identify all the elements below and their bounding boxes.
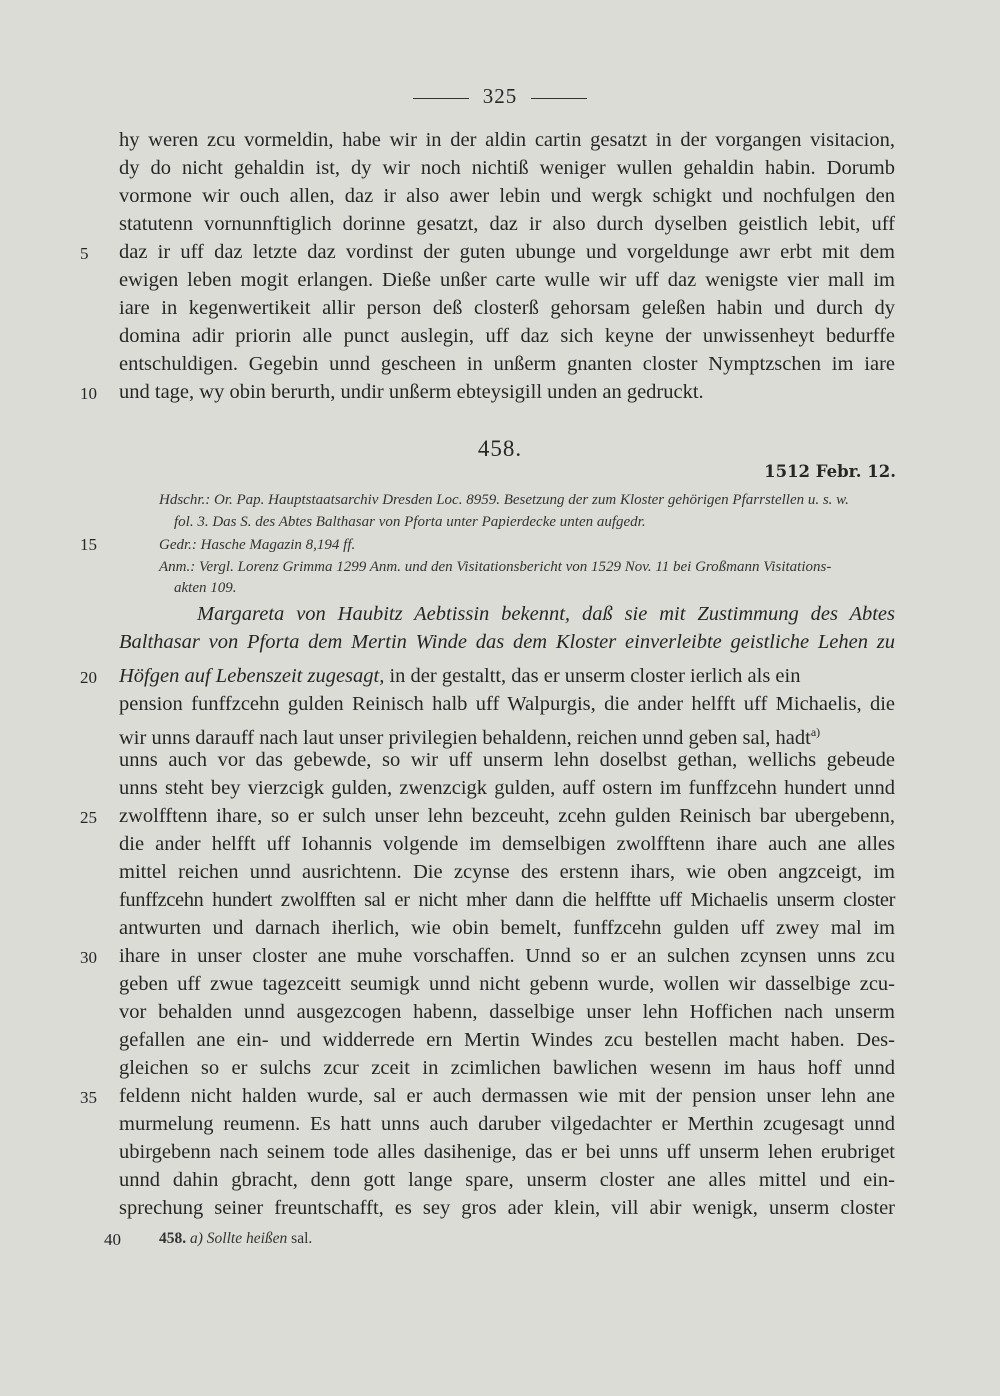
text-line: vormone wir ouch allen, daz ir also awer lebin und wergk schigkt und nochfulgen den: [119, 185, 895, 207]
line-number: 35: [80, 1088, 97, 1107]
regest-end: Höfgen auf Lebenszeit zugesagt,: [119, 665, 385, 687]
source-note: Hdschr.: Or. Pap. Hauptstaatsarchiv Dresden Loc. 8959. Besetzung der zum Kloster gehörigen Pfarrstellen u. s. w.: [159, 492, 849, 508]
text-line: dy do nicht gehaldin ist, dy wir noch nichtiß weniger wullen gehaldin habin. Dorumb: [119, 157, 895, 179]
document-number: 458.: [477, 436, 523, 461]
text-line: murmelung reumenn. Es hatt unns auch daruber vilgedachter er Merthin zcugesagt unnd: [119, 1113, 895, 1135]
source-note: akten 109.: [174, 580, 237, 596]
line-number: 40: [104, 1230, 121, 1249]
text-line: antwurten und darnach iherlich, wie obin bemelt, funffzcehn gulden uff zwey mal im: [119, 917, 895, 939]
text-line: pension funffzcehn gulden Reinisch halb uff Walpurgis, die ander helfft uff Michaelis, die: [119, 693, 895, 715]
text-line: hy weren zcu vormeldin, habe wir in der aldin cartin gesatzt in der vorgangen visitacion,: [119, 129, 895, 151]
footnote-ref: 458.: [159, 1230, 187, 1247]
text-line: unns steht bey vierzcigk gulden, zwenzcigk gulden, auff ostern im funffzcehn hundert unnd: [119, 777, 895, 799]
line-number: 30: [80, 948, 97, 967]
header-rule-right: [531, 98, 587, 99]
document-date: 1512 Febr. 12.: [764, 462, 896, 481]
text-line: geben uff zwue tagezceitt seumigk unnd nicht gebenn wurde, wollen wir dasselbige zcu-: [119, 973, 895, 995]
page-number: 325: [482, 84, 518, 108]
footnote-mark: a): [190, 1230, 203, 1247]
text-line: gleichen so er sulchs zcur zceit in zcimlichen bawlichen wesenn im haus hoff unnd: [119, 1057, 895, 1079]
text-line: unns auch vor das gebewde, so wir uff unserm lehn doselbst gethan, wellichs gebeude: [119, 749, 895, 771]
line-number: 10: [80, 384, 97, 403]
text-line: statutenn vornunnftiglich dorinne gesatzt, daz ir also durch dyselben geistlich lebit, uff: [119, 213, 895, 235]
text-line: daz ir uff daz letzte daz vordinst der guten ubunge und vorgeldunge awr erbt mit dem: [119, 241, 895, 263]
text-line: vor behalden unnd ausgezcogen habenn, dasselbige unser lehn Hoffichen nach unserm: [119, 1001, 895, 1023]
text-line: ewigen leben mogit erlangen. Dieße unßer carte wulle wir uff daz wenigste vier mall im: [119, 269, 895, 291]
text-line: entschuldigen. Gegebin unnd gescheen in unßerm gnanten closter Nymptzschen im iare: [119, 353, 895, 375]
header-rule-left: [413, 98, 469, 99]
text-line: ihare in unser closter ane muhe vorschaffen. Unnd so er an sulchen zcynsen unns zcu: [119, 945, 895, 967]
source-note: Anm.: Vergl. Lorenz Grimma 1299 Anm. und den Visitationsbericht von 1529 Nov. 11 bei Großmann Visitations-: [159, 559, 832, 575]
text-line: sprechung seiner freuntschafft, es sey gros ader klein, vill abir wenigk, unserm closter: [119, 1197, 895, 1219]
text-line: funffzcehn hundert zwolfften sal er nicht mher dann die helfftte uff Michaelis unserm closter: [119, 889, 895, 911]
text-line-continuation: in der gestaltt, das er unserm closter ierlich als ein: [384, 665, 801, 687]
footnote-word: sal.: [291, 1230, 313, 1247]
text-line: [119, 662, 895, 690]
line-number: 15: [80, 535, 97, 554]
text-line: ubirgebenn nach seinem tode alles dasihenige, das er bei unns uff unserm lehen erubriget: [119, 1141, 895, 1163]
text-line: domina adir priorin alle punct auslegin, uff daz sich keyne der unwissenheyt bedurffe: [119, 325, 895, 347]
text-line: iare in kegenwertikeit allir person deß closterß gehorsam geleßen habin und durch dy: [119, 297, 895, 319]
text-line: die ander helfft uff Iohannis volgende im demselbigen zwolfftenn ihare auch ane alles: [119, 833, 895, 855]
line-number: 25: [80, 808, 97, 827]
line-number: 5: [80, 244, 89, 263]
page-header: [0, 84, 1000, 109]
regest-line: Margareta von Haubitz Aebtissin bekennt, daß sie mit Zustimmung des Abtes: [197, 603, 895, 625]
footnote: [159, 1230, 312, 1248]
text-line-body: wir unns darauff nach laut unser privilegien behaldenn, reichen unnd geben sal, hadt: [119, 726, 811, 749]
text-line: und tage, wy obin berurth, undir unßerm ebteysigill unden an gedruckt.: [119, 381, 704, 403]
text-line: zwolfftenn ihare, so er sulch unser lehn bezceuht, zcehn gulden Reinisch bar ubergebenn,: [119, 805, 895, 827]
regest-line: Balthasar von Pforta dem Mertin Winde das dem Kloster einverleibte geistliche Lehen zu: [119, 631, 895, 653]
footnote-text: Sollte heißen: [206, 1230, 288, 1247]
text-line: unnd dahin gbracht, denn gott lange spare, unserm closter ane alles mittel und ein-: [119, 1169, 895, 1191]
source-note: fol. 3. Das S. des Abtes Balthasar von Pforta unter Papierdecke unten aufgedr.: [174, 514, 646, 530]
text-line: gefallen ane ein- und widderrede ern Mertin Windes zcu bestellen macht haben. Des-: [119, 1029, 895, 1051]
line-number: 20: [80, 668, 97, 687]
footnote-marker: a): [810, 725, 821, 739]
source-note: Gedr.: Hasche Magazin 8,194 ff.: [159, 537, 356, 553]
text-line: feldenn nicht halden wurde, sal er auch dermassen wie mit der pension unser lehn ane: [119, 1085, 895, 1107]
text-line: mittel reichen unnd ausrichtenn. Die zcynse des erstenn ihars, wie oben angzceigt, im: [119, 861, 895, 883]
